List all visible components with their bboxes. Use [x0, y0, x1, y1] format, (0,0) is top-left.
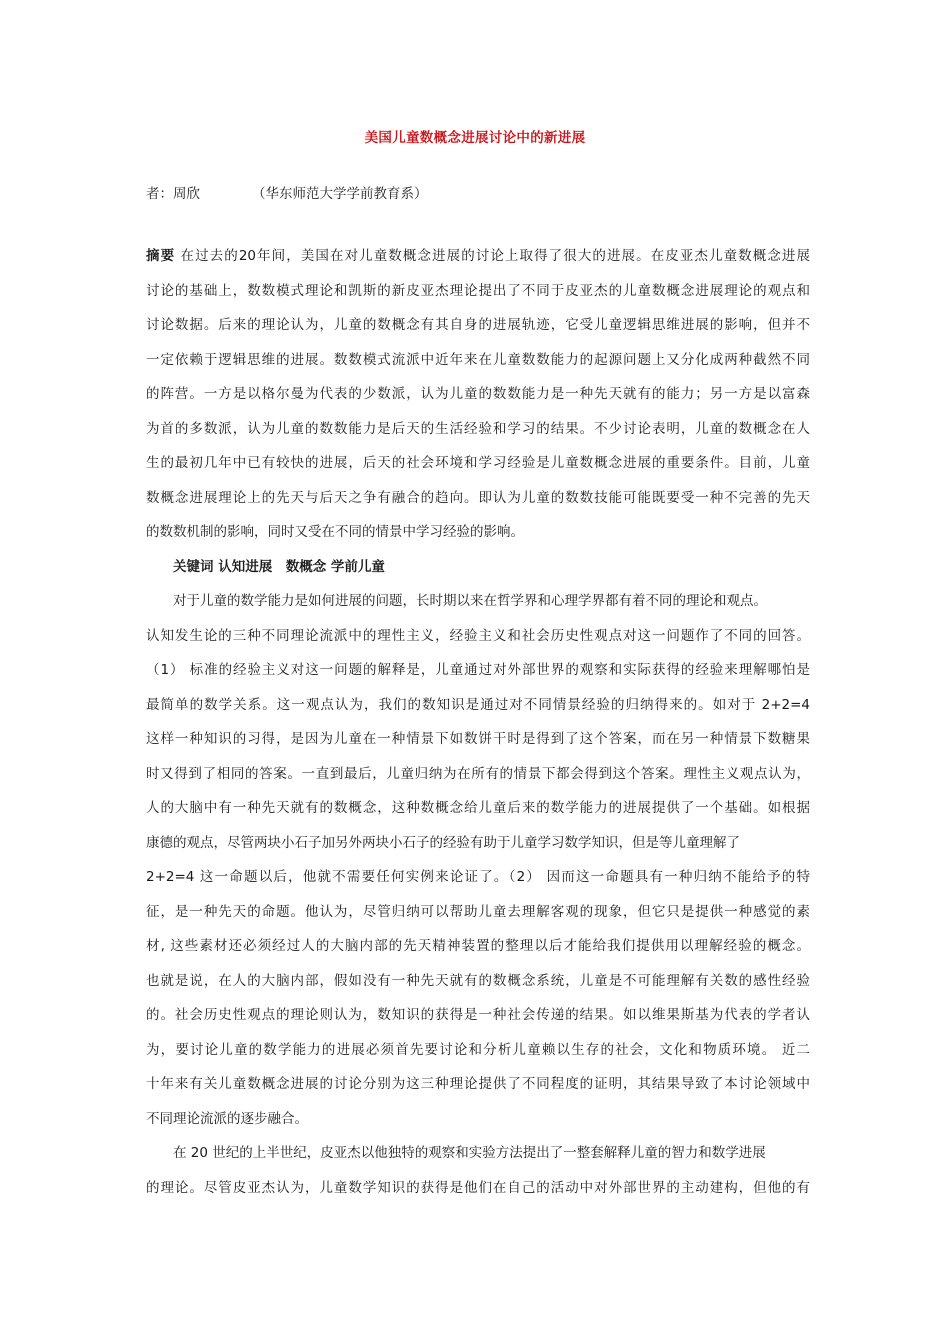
abstract-line: 为首的多数派，认为儿童的数数能力是后天的生活经验和学习的结果。不少讨论表明，儿童的数概念在人 — [146, 420, 810, 437]
paragraph-line: 认知发生论的三种不同理论流派中的理性主义，经验主义和社会历史性观点对这一问题作了不同的回答。 — [146, 627, 810, 644]
abstract-line: 的阵营。一方是以格尔曼为代表的少数派，认为儿童的数数能力是一种先天就有的能力；另一方是以富森 — [146, 386, 810, 402]
paragraph-line: （1） 标准的经验主义对这一问题的解释是，儿童通过对外部世界的观察和实际获得的经验来理解哪怕是 — [146, 662, 810, 678]
abstract-line: 讨论的基础上，数数模式理论和凯斯的新皮亚杰理论提出了不同于皮亚杰的儿童数概念进展理论的观点和 — [146, 282, 810, 299]
paragraph-line: 不同理论流派的逐步融合。 — [146, 1110, 308, 1127]
abstract-line: 一定依赖于逻辑思维的进展。数数模式流派中近年来在儿童数数能力的起源问题上又分化成两种截然不同 — [146, 351, 810, 368]
abstract-line: 摘要 在过去的20年间，美国在对儿童数概念进展的讨论上取得了很大的进展。在皮亚杰儿童数概念进展 — [146, 248, 810, 264]
paragraph-line: 为，要讨论儿童的数学能力的进展必须首先要讨论和分析儿童赖以生存的社会，文化和物质环境。 近二 — [146, 1041, 810, 1058]
abstract-line: 讨论数据。后来的理论认为，儿童的数概念有其自身的进展轨迹，它受儿童逻辑思维进展的影响，但并不 — [146, 317, 810, 333]
paragraph-line: 最简单的数学关系。这一观点认为，我们的数知识是通过对不同情景经验的归纳得来的。如对于 2+2=4 — [146, 696, 810, 713]
paper-title: 美国儿童数概念进展讨论中的新进展 — [364, 130, 586, 146]
paragraph-line: 时又得到了相同的答案。一直到最后，儿童归纳为在所有的情景下都会得到这个答案。理性主义观点认为， — [146, 765, 810, 782]
paragraph-1 — [146, 584, 810, 1136]
paragraph-line: 也就是说，在人的大脑内部，假如没有一种先天就有的数概念系统，儿童是不可能理解有关数的感性经验 — [146, 972, 810, 989]
paragraph-line: 的理论。尽管皮亚杰认为，儿童数学知识的获得是他们在自己的活动中对外部世界的主动建构，但他的有 — [146, 1179, 810, 1196]
abstract-line: 的数数机制的影响，同时又受在不同的情景中学习经验的影响。 — [146, 524, 524, 540]
paper-body — [146, 239, 810, 1205]
paragraph-line: 在 20 世纪的上半世纪，皮亚杰以他独特的观察和实验方法提出了一整套解释儿童的智力和数学进展 — [173, 1145, 766, 1161]
abstract — [146, 239, 810, 550]
paragraph-line: 人的大脑中有一种先天就有的数概念，这种数概念给儿童后来的数学能力的进展提供了一个基础。如根据 — [146, 800, 810, 816]
abstract-line: 生的最初几年中已有较快的进展，后天的社会环境和学习经验是儿童数概念进展的重要条件。目前，儿童 — [146, 455, 810, 471]
paragraph-line: 的。社会历史性观点的理论则认为，数知识的获得是一种社会传递的结果。如以维果斯基为代表的学者认 — [146, 1007, 810, 1023]
paragraph-line: 这样一种知识的习得，是因为儿童在一种情景下如数饼干时是得到了这个答案，而在另一种情景下数糖果 — [146, 731, 810, 747]
keywords: 关键词 认知进展 数概念 学前儿童 — [173, 558, 385, 575]
abstract-label: 摘要 — [146, 248, 176, 264]
paragraph-line: 征，是一种先天的命题。他认为，尽管归纳可以帮助儿童去理解客观的现象，但它只是提供一种感觉的素 — [146, 903, 810, 920]
paragraph-2 — [146, 1136, 810, 1205]
author-affiliation: （华东师范大学学前教育系） — [252, 186, 428, 202]
abstract-line: 数概念进展理论上的先天与后天之争有融合的趋向。即认为儿童的数数技能可能既要受一种不完善的先天 — [146, 489, 810, 506]
paragraph-line: 对于儿童的数学能力是如何进展的问题，长时期以来在哲学界和心理学界都有着不同的理论和观点。 — [173, 593, 767, 609]
author-line — [146, 182, 428, 202]
paragraph-line: 康德的观点，尽管两块小石子加另外两块小石子的经验有助于儿童学习数学知识，但是等儿童理解了 — [146, 834, 740, 851]
author-name: 者：周欣 — [146, 186, 200, 202]
paragraph-line: 材, 这些素材还必须经过人的大脑内部的先天精神装置的整理以后才能给我们提供用以理解经验的概念。 — [146, 938, 810, 954]
paragraph-line: 2+2=4 这一命题以后，他就不需要任何实例来论证了。（2） 因而这一命题具有一种归纳不能给予的特 — [146, 869, 810, 885]
paragraph-line: 十年来有关儿童数概念进展的讨论分别为这三种理论提供了不同程度的证明，其结果导致了本讨论领域中 — [146, 1076, 810, 1092]
